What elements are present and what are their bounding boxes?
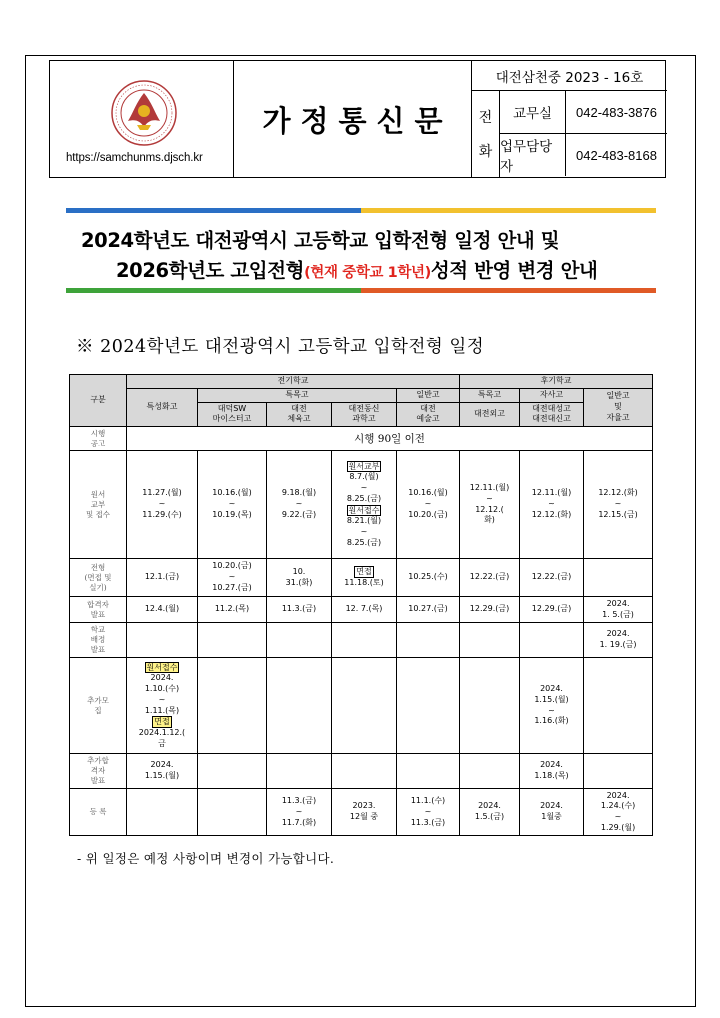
table-cell: 12.12.(화) ~ 12.15.(금) xyxy=(584,451,653,559)
tag-label: 원서접수 xyxy=(348,505,380,515)
column-header: 일반고 및 자율고 xyxy=(584,388,653,426)
school-url[interactable]: https://samchunms.djsch.kr xyxy=(66,152,203,164)
table-cell xyxy=(198,623,267,658)
cell-text: 2024. 1.10.(수) ~ 1.11.(목) xyxy=(144,673,180,715)
table-cell xyxy=(332,658,397,754)
table-cell: 2023. 12월 중 xyxy=(332,789,397,836)
headline-line2-a: 2026학년도 고입전형 xyxy=(116,259,305,282)
cell-text: 2024.1.12.( 금 xyxy=(138,728,186,749)
doc-number: 대전삼천중 2023 - 16호 xyxy=(495,69,644,86)
logo-cell xyxy=(50,61,234,177)
table-cell xyxy=(584,559,653,597)
column-header: 대전동신 과학고 xyxy=(332,402,397,427)
headline-line2-b: 성적 반영 변경 안내 xyxy=(430,259,598,282)
headline-box xyxy=(66,208,656,293)
headline-line1: 2024학년도 대전광역시 고등학교 입학전형 일정 안내 및 xyxy=(81,229,560,252)
table-cell: 10.27.(금) xyxy=(397,597,460,623)
contact-label: 업무담당자 xyxy=(500,134,566,176)
row-header: 원서 교부 및 접수 xyxy=(70,451,127,559)
column-header: 대전외고 xyxy=(460,402,520,427)
table-cell xyxy=(332,754,397,789)
row-header: 등 록 xyxy=(70,789,127,836)
subgroup-header: 자사고 xyxy=(520,388,584,402)
table-cell xyxy=(584,754,653,789)
table-row xyxy=(70,427,653,451)
table-cell: 11.2.(목) xyxy=(198,597,267,623)
section-title: ※ 2024학년도 대전광역시 고등학교 입학전형 일정 xyxy=(76,337,485,357)
table-cell: 9.18.(월) ~ 9.22.(금) xyxy=(267,451,332,559)
table-row xyxy=(70,754,653,789)
row-header: 추가합 격자 발표 xyxy=(70,754,127,789)
table-cell: 2024. 1.15.(월) xyxy=(127,754,198,789)
table-cell: 10.20.(금) ~ 10.27.(금) xyxy=(198,559,267,597)
table-cell: 12.22.(금) xyxy=(460,559,520,597)
table-cell xyxy=(198,754,267,789)
headline-line2 xyxy=(116,255,598,283)
contact-number: 042-483-8168 xyxy=(576,147,657,163)
row-header: 시행 공고 xyxy=(70,427,127,451)
table-cell xyxy=(332,559,397,597)
table-cell: 12.29.(금) xyxy=(460,597,520,623)
column-header: 대전대성고 대전대신고 xyxy=(520,402,584,427)
contact-number: 042-483-3876 xyxy=(576,104,657,120)
table-cell xyxy=(584,658,653,754)
table-row xyxy=(70,597,653,623)
table-cell xyxy=(460,623,520,658)
table-cell xyxy=(520,623,584,658)
table-cell xyxy=(198,789,267,836)
headline-bar xyxy=(361,208,656,213)
table-cell xyxy=(127,658,198,754)
phone-label xyxy=(472,90,500,177)
table-cell: 11.27.(월) ~ 11.29.(수) xyxy=(127,451,198,559)
table-cell xyxy=(267,623,332,658)
table-cell: 시행 90일 이전 xyxy=(127,427,653,451)
table-cell: 12.11.(월) ~ 12.12.(화) xyxy=(520,451,584,559)
table-cell: 2024. 1.18.(목) xyxy=(520,754,584,789)
school-emblem-icon xyxy=(110,79,178,147)
table-cell xyxy=(397,623,460,658)
table-cell: 12.22.(금) xyxy=(520,559,584,597)
table-cell: 2024. 1. 5.(금) xyxy=(584,597,653,623)
contact-row-office xyxy=(500,90,667,133)
headline-bar xyxy=(66,208,361,213)
subgroup-header: 특목고 xyxy=(198,388,397,402)
phone-label-char: 화 xyxy=(478,144,493,160)
table-row xyxy=(70,559,653,597)
table-cell: 10.16.(월) ~ 10.20.(금) xyxy=(397,451,460,559)
table-row xyxy=(70,451,653,559)
table-cell xyxy=(198,658,267,754)
letter-header xyxy=(49,60,666,178)
table-cell: 2024. 1.24.(수) ~ 1.29.(월) xyxy=(584,789,653,836)
column-header: 대전 체육고 xyxy=(267,402,332,427)
headline-bar xyxy=(361,288,656,293)
subgroup-header: 특목고 xyxy=(460,388,520,402)
table-cell xyxy=(127,623,198,658)
table-corner: 구분 xyxy=(70,375,127,427)
headline-highlight: (현재 중학교 1학년) xyxy=(304,265,431,281)
table-cell xyxy=(460,754,520,789)
table-row xyxy=(70,789,653,836)
tag-label: 원서교부 xyxy=(348,461,380,471)
cell-text: 11.18.(토) xyxy=(344,578,384,588)
column-header: 대전 예술고 xyxy=(397,402,460,427)
contact-row-manager xyxy=(500,133,667,176)
table-cell: 2024. 1월중 xyxy=(520,789,584,836)
table-cell: 12.4.(월) xyxy=(127,597,198,623)
table-cell xyxy=(332,451,397,559)
table-cell: 11.3.(금) xyxy=(267,597,332,623)
tag-label: 원서접수 xyxy=(146,662,178,672)
table-cell xyxy=(332,623,397,658)
table-cell: 10.25.(수) xyxy=(397,559,460,597)
table-cell xyxy=(127,789,198,836)
table-cell xyxy=(460,658,520,754)
tag-label: 면접 xyxy=(356,567,372,577)
table-cell: 2024. 1.5.(금) xyxy=(460,789,520,836)
table-cell: 12. 7.(목) xyxy=(332,597,397,623)
table-row xyxy=(70,658,653,754)
table-cell: 10.16.(월) ~ 10.19.(목) xyxy=(198,451,267,559)
table-cell xyxy=(267,658,332,754)
cell-text: 8.7.(월) ~ 8.25.(금) xyxy=(346,472,382,503)
table-cell: 12.11.(월) ~ 12.12.( 화) xyxy=(460,451,520,559)
contact-label: 교무실 xyxy=(500,91,566,133)
row-header: 합격자 발표 xyxy=(70,597,127,623)
table-cell: 2024. 1. 19.(금) xyxy=(584,623,653,658)
table-cell: 12.1.(금) xyxy=(127,559,198,597)
headline-bar xyxy=(66,288,361,293)
page-title: 가정통신문 xyxy=(262,103,453,138)
group-header-early: 전기학교 xyxy=(127,375,460,389)
table-cell: 11.1.(수) ~ 11.3.(금) xyxy=(397,789,460,836)
table-cell xyxy=(397,754,460,789)
subgroup-header: 일반고 xyxy=(397,388,460,402)
group-header-late: 후기학교 xyxy=(460,375,653,389)
row-header: 전형 (면접 및 실기) xyxy=(70,559,127,597)
title-cell xyxy=(234,61,472,177)
column-header: 특성화고 xyxy=(127,388,198,426)
table-cell: 2024. 1.15.(월) ~ 1.16.(화) xyxy=(520,658,584,754)
row-header: 추가모 집 xyxy=(70,658,127,754)
cell-text: 8.21.(월) ~ 8.25.(금) xyxy=(346,516,382,548)
table-cell: 12.29.(금) xyxy=(520,597,584,623)
tag-label: 면접 xyxy=(154,717,170,727)
table-cell xyxy=(397,658,460,754)
row-header: 학교 배정 발표 xyxy=(70,623,127,658)
column-header: 대덕SW 마이스터고 xyxy=(198,402,267,427)
table-cell: 11.3.(금) ~ 11.7.(화) xyxy=(267,789,332,836)
schedule-table xyxy=(69,374,653,836)
table-cell: 10. 31.(화) xyxy=(267,559,332,597)
table-row xyxy=(70,623,653,658)
phone-label-char: 전 xyxy=(478,110,493,126)
table-cell xyxy=(267,754,332,789)
footnote: - 위 일정은 예정 사항이며 변경이 가능합니다. xyxy=(77,851,335,866)
